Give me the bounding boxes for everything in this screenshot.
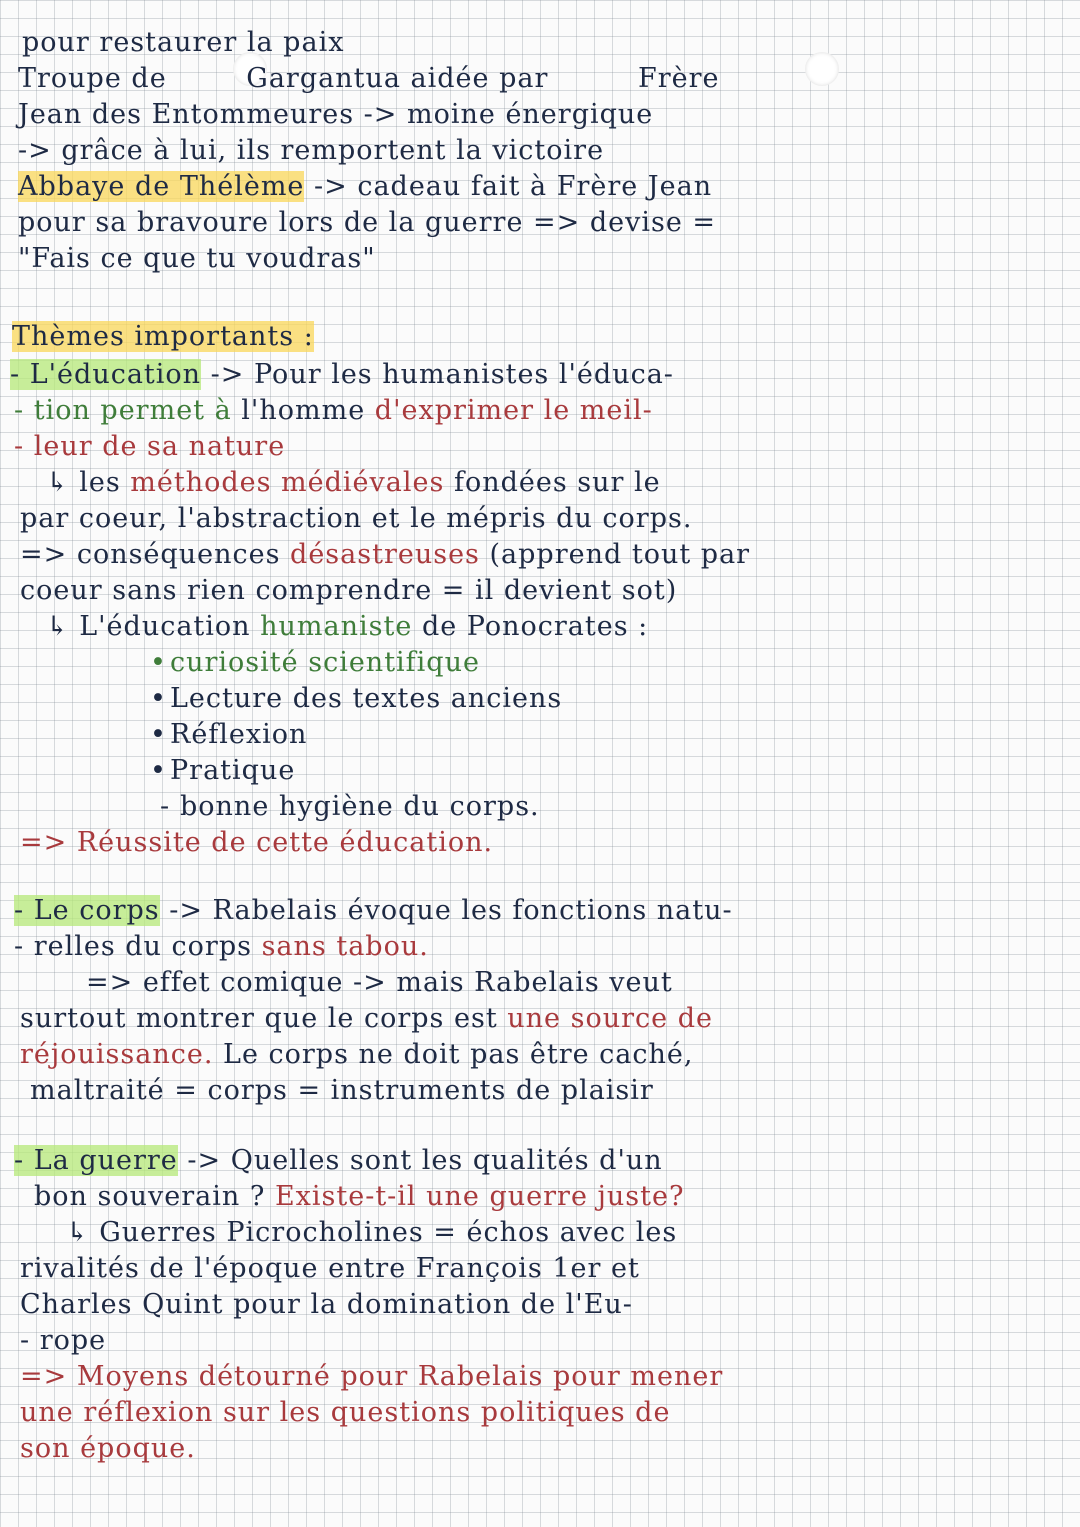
text: ↳ Guerres Picrocholines = échos avec les [66, 1217, 678, 1248]
themes-heading-line [12, 322, 314, 352]
text-line [20, 576, 677, 606]
text: méthodes médiévales [130, 467, 445, 498]
corps-title: - Le corps [14, 895, 160, 926]
text: -> Quelles sont les qualités d'un [187, 1145, 663, 1176]
text: => conséquences [20, 539, 281, 570]
text: (apprend tout par [489, 539, 751, 570]
guerre-title: - La guerre [14, 1145, 178, 1176]
text-line [20, 1398, 670, 1428]
devise-quote: "Fais ce que tu voudras" [18, 243, 376, 274]
text: bon souverain ? [34, 1181, 266, 1212]
text: Troupe de [18, 63, 167, 94]
text-line [20, 1290, 633, 1320]
education-title: - L'éducation [10, 359, 202, 390]
text-line [20, 540, 750, 570]
text: Existe-t-il une guerre juste? [274, 1181, 685, 1212]
text: -> Pour les humanistes l'éduca- [210, 359, 674, 390]
list-item-text: Réflexion [170, 719, 308, 750]
text: fondées sur le [453, 467, 661, 498]
text-line [46, 468, 661, 498]
list-item [150, 648, 480, 678]
text: => effet comique -> mais Rabelais veut [86, 967, 673, 998]
text: - rope [20, 1325, 107, 1356]
text: ↳ L'éducation [46, 611, 251, 642]
text: - leur de sa nature [14, 431, 286, 462]
text: une source de [507, 1003, 713, 1034]
list-item-text: bonne hygiène du corps. [180, 791, 540, 822]
text-line [20, 1326, 106, 1356]
text-line [14, 932, 429, 962]
text: Charles Quint pour la domination de l'Eu- [20, 1289, 633, 1320]
text-line [20, 1004, 713, 1034]
themes-heading: Thèmes importants : [12, 321, 314, 352]
text-line [10, 360, 674, 390]
text: d'exprimer le meil- [374, 395, 653, 426]
text-line [14, 396, 653, 426]
abbaye-theleme-highlight: Abbaye de Thélème [18, 171, 305, 202]
text: sans tabou. [261, 931, 429, 962]
text-line [20, 828, 493, 858]
text: pour restaurer la paix [22, 27, 345, 58]
punch-hole-right [805, 52, 839, 86]
text: ↳ les [46, 467, 121, 498]
bullet-dot: • [150, 647, 167, 678]
bullet-dot: • [150, 719, 167, 750]
text: maltraité = corps = instruments de plaisir [30, 1075, 654, 1106]
text: de Ponocrates : [421, 611, 649, 642]
text: - tion permet à [14, 395, 232, 426]
list-item [150, 720, 307, 750]
text-line [46, 612, 648, 642]
text-line [14, 896, 733, 926]
text: Le corps ne doit pas être caché, [223, 1039, 694, 1070]
education-result: => Réussite de cette éducation. [20, 827, 494, 858]
text-line [20, 504, 692, 534]
text-line [18, 100, 653, 130]
text-line [34, 1182, 684, 1212]
text-line [30, 1076, 654, 1106]
text: -> grâce à lui, ils remportent la victoire [18, 135, 605, 166]
text-line [18, 136, 604, 166]
text-line [20, 1434, 196, 1464]
list-item [150, 756, 295, 786]
list-item-text: Lecture des textes anciens [170, 683, 563, 714]
text: coeur sans rien comprendre = il devient sot) [20, 575, 678, 606]
text-line [20, 1362, 723, 1392]
text-line [18, 172, 712, 202]
text: pour mener [552, 1361, 724, 1392]
text: Frère [637, 63, 720, 94]
text: désastreuses [290, 539, 480, 570]
text-line [20, 1254, 640, 1284]
text: => Moyens détourné pour Rabelais [20, 1361, 544, 1392]
text-line [18, 208, 716, 238]
bullet-dot: • [150, 755, 167, 786]
text: réjouissance. [20, 1039, 214, 1070]
text-line [14, 432, 285, 462]
text-line [66, 1218, 677, 1248]
list-item-text: Pratique [170, 755, 296, 786]
bullet-dash: - [160, 791, 171, 822]
text: surtout montrer que le corps est [20, 1003, 498, 1034]
text: rivalités de l'époque entre François 1er et [20, 1253, 640, 1284]
text-line [14, 1146, 663, 1176]
text-line [18, 64, 719, 94]
list-item-text: curiosité scientifique [170, 647, 480, 678]
text: Jean des Entommeures -> moine énergique [18, 99, 654, 130]
text-line [22, 28, 344, 58]
text-line [18, 244, 376, 274]
text-line [20, 1040, 693, 1070]
text: Gargantua aidée par [246, 63, 549, 94]
text: pour sa bravoure lors de la guerre => devise = [18, 207, 717, 238]
text-line [86, 968, 673, 998]
list-item [150, 684, 562, 714]
text: humaniste [260, 611, 413, 642]
text: -> Rabelais évoque les fonctions natu- [169, 895, 733, 926]
text: son époque. [20, 1433, 196, 1464]
text: -> cadeau fait à Frère Jean [314, 171, 713, 202]
text: une réflexion [20, 1397, 214, 1428]
list-item [160, 792, 540, 822]
text: l'homme [241, 395, 366, 426]
text: - relles du corps [14, 931, 252, 962]
text: par coeur, l'abstraction et le mépris du corps. [20, 503, 693, 534]
bullet-dot: • [150, 683, 167, 714]
text: sur les questions politiques de [222, 1397, 671, 1428]
